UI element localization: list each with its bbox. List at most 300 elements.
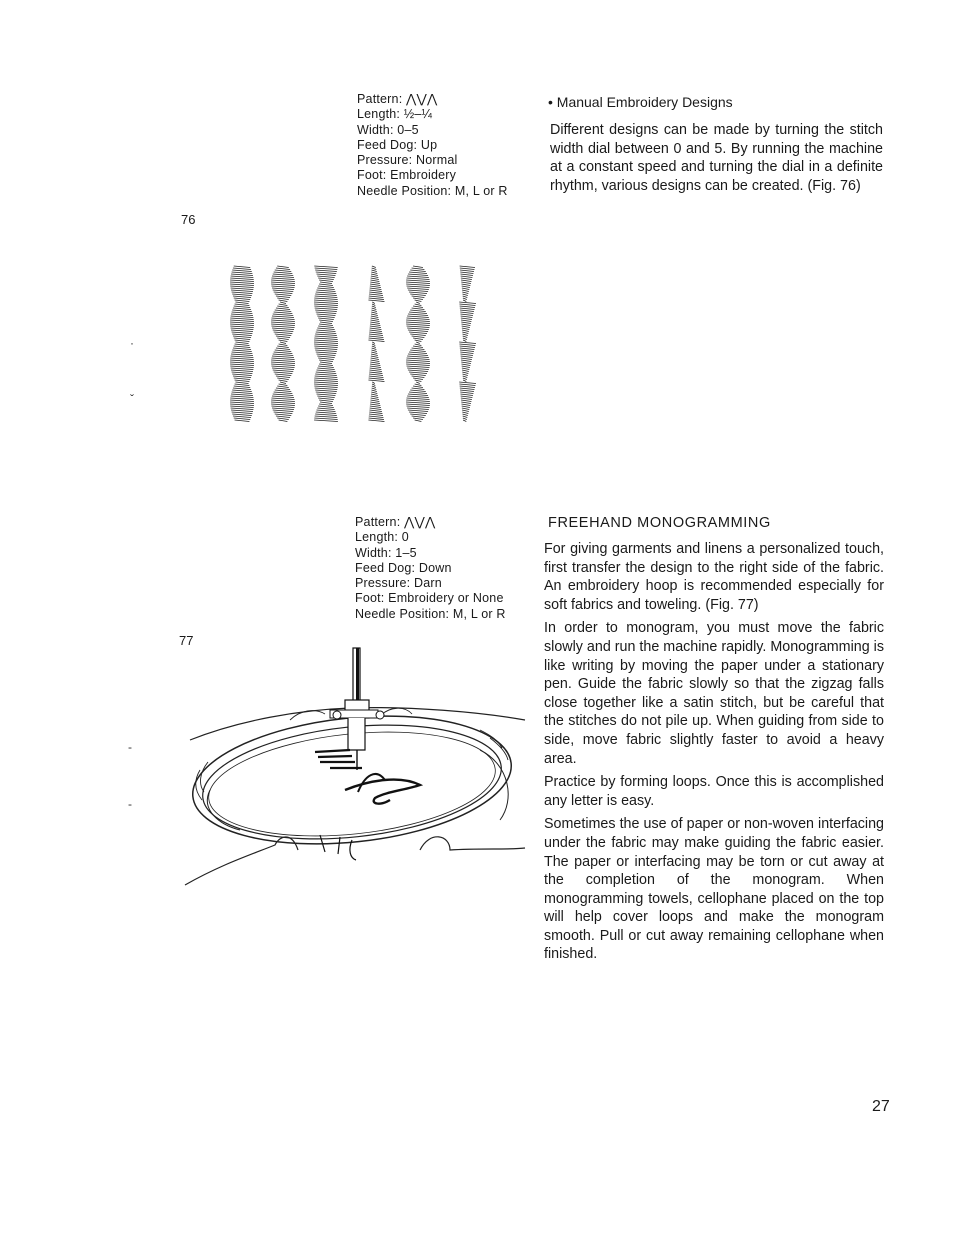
stitch-mark <box>372 302 375 304</box>
stitch-mark <box>415 384 422 386</box>
stitch-mark <box>463 418 467 420</box>
stitch-mark <box>314 382 338 384</box>
stitch-mark <box>371 350 376 352</box>
stitch-mark <box>460 314 473 316</box>
stitch-mark <box>409 292 427 294</box>
stitch-mark <box>271 326 294 328</box>
stitch-mark <box>317 328 334 330</box>
stitch-mark <box>315 334 337 336</box>
margin-mark-2: ˇ <box>130 392 134 406</box>
stitch-mark <box>460 390 474 392</box>
stitch-mark <box>314 338 337 340</box>
stitch-mark <box>462 288 470 290</box>
stitch-mark <box>230 406 253 408</box>
stitch-mark <box>272 408 294 410</box>
stitch-mark <box>233 348 251 350</box>
stitch-mark <box>271 366 294 368</box>
stitch-mark <box>316 354 335 356</box>
stitch-mark <box>320 322 332 324</box>
stitch-mark <box>461 280 471 282</box>
stitch-mark <box>272 276 294 278</box>
stitch-mark <box>235 384 250 386</box>
stitch-mark <box>462 328 470 330</box>
stitch-mark <box>318 398 334 400</box>
stitch-mark <box>372 268 377 270</box>
stitch-mark <box>369 376 384 378</box>
manual-heading: • Manual Embroidery Designs <box>548 94 733 110</box>
stitch-mark <box>371 390 376 392</box>
stitch-mark <box>316 272 336 274</box>
stitch-mark <box>368 340 384 342</box>
stitch-mark <box>234 266 251 268</box>
stitch-mark <box>460 308 475 310</box>
stitch-mark <box>410 374 426 376</box>
stitch-mark <box>463 380 466 382</box>
stitch-mark <box>406 280 430 282</box>
stitch-mark <box>317 356 334 358</box>
stitch-mark <box>369 414 383 416</box>
stitch-mark <box>416 342 420 344</box>
stitch-mark <box>230 398 253 400</box>
margin-mark-1: · <box>130 336 134 350</box>
stitch-mark <box>230 286 253 288</box>
stitch-mark <box>314 266 337 268</box>
stitch-mark <box>276 268 290 270</box>
stitch-mark <box>273 330 294 332</box>
stitch-mark <box>279 340 288 342</box>
stitch-mark <box>406 404 430 406</box>
stitch-mark <box>415 304 422 306</box>
stitch-mark <box>272 396 294 398</box>
stitch-mark <box>318 286 334 288</box>
stitch-mark <box>316 292 336 294</box>
manual-text <box>550 121 883 200</box>
stitch-mark <box>232 310 252 312</box>
stitch-mark <box>315 308 338 310</box>
stitch-mark <box>407 356 429 358</box>
stitch-mark <box>463 376 468 378</box>
stitch-mark <box>410 414 426 416</box>
stitch-mark <box>315 350 337 352</box>
stitch-mark <box>271 320 295 322</box>
stitch-mark <box>232 334 252 336</box>
stitch-mark <box>280 382 286 384</box>
stitch-mark <box>318 406 334 408</box>
stitch-mark <box>315 310 337 312</box>
stitch-mark <box>370 282 380 284</box>
fig77-setting-foot: Foot: Embroidery or None <box>355 591 504 606</box>
stitch-mark <box>371 276 379 278</box>
stitch-mark <box>315 414 337 416</box>
stitch-mark <box>372 386 376 388</box>
stitch-mark <box>460 350 474 352</box>
stitch-mark <box>369 332 382 334</box>
stitch-mark <box>275 334 292 336</box>
stitch-mark <box>370 362 380 364</box>
stitch-mark <box>407 316 429 318</box>
stitch-mark <box>460 348 475 350</box>
stitch-mark <box>274 312 293 314</box>
stitch-mark <box>234 418 251 420</box>
stitch-mark <box>372 346 376 348</box>
stitch-mark <box>315 296 338 298</box>
stitch-mark <box>463 336 468 338</box>
stitch-mark <box>271 358 294 360</box>
stitch-mark <box>314 418 337 420</box>
fig76-label: 76 <box>181 212 196 227</box>
stitch-mark <box>369 290 382 292</box>
stitch-mark <box>319 284 333 286</box>
stitch-mark <box>233 296 251 298</box>
stitch-mark <box>369 334 383 336</box>
stitch-mark <box>407 408 429 410</box>
stitch-mark <box>234 306 251 308</box>
stitch-mark <box>275 270 292 272</box>
stitch-mark <box>231 330 253 332</box>
stitch-mark <box>279 380 288 382</box>
stitch-mark <box>314 384 338 386</box>
stitch-mark <box>415 300 422 302</box>
stitch-mark <box>230 322 254 324</box>
page-number: 27 <box>872 1098 890 1115</box>
stitch-mark <box>230 326 253 328</box>
stitch-mark <box>368 420 384 422</box>
stitch-mark <box>370 328 382 330</box>
stitch-mark <box>315 270 337 272</box>
stitch-mark <box>410 294 426 296</box>
stitch-mark <box>409 332 427 334</box>
stitch-mark <box>234 378 251 380</box>
fig77-setting-length: Length: 0 <box>355 530 409 545</box>
stitch-mark <box>230 402 254 404</box>
stitch-mark <box>280 302 286 304</box>
stitch-mark <box>462 410 469 412</box>
stitch-mark <box>413 378 423 380</box>
stitch-mark <box>271 318 294 320</box>
stitch-mark <box>271 404 295 406</box>
stitch-mark <box>416 302 420 304</box>
stitch-mark <box>315 348 338 350</box>
stitch-mark <box>461 396 473 398</box>
stitch-mark <box>315 336 338 338</box>
stitch-mark <box>459 304 475 306</box>
stitch-mark <box>231 276 254 278</box>
stitch-mark <box>462 366 470 368</box>
stitch-mark <box>316 290 335 292</box>
stitch-mark <box>234 338 251 340</box>
stitch-mark <box>410 310 426 312</box>
stitch-mark <box>412 348 425 350</box>
stitch-mark <box>314 386 337 388</box>
stitch-mark <box>319 360 333 362</box>
stitch-mark <box>316 412 336 414</box>
stitch-mark <box>275 414 292 416</box>
stitch-mark <box>316 392 336 394</box>
stitch-mark <box>463 378 467 380</box>
stitch-mark <box>279 384 288 386</box>
stitch-mark <box>271 286 294 288</box>
stitch-mark <box>316 330 335 332</box>
stitch-mark <box>460 392 473 394</box>
stitch-mark <box>409 312 427 314</box>
stitch-mark <box>230 284 254 286</box>
stitch-mark <box>233 376 251 378</box>
stitch-mark <box>369 370 382 372</box>
stitch-mark <box>406 400 430 402</box>
stitch-mark <box>230 404 254 406</box>
stitch-mark <box>413 306 423 308</box>
stitch-mark <box>461 356 473 358</box>
stitch-mark <box>317 396 334 398</box>
stitch-mark <box>314 300 338 302</box>
stitch-mark <box>231 356 254 358</box>
stitch-mark <box>409 412 427 414</box>
stitch-mark <box>319 280 333 282</box>
fig77-setting-needle: Needle Position: M, L or R <box>355 606 506 621</box>
stitch-mark <box>315 390 337 392</box>
stitch-mark <box>461 402 471 404</box>
stitch-mark <box>371 358 379 360</box>
stitch-mark <box>368 380 384 382</box>
stitch-mark <box>316 332 336 334</box>
stitch-mark <box>370 360 379 362</box>
stitch-mark <box>232 412 253 414</box>
stitch-mark <box>412 336 425 338</box>
stitch-mark <box>277 386 289 388</box>
stitch-mark <box>370 400 379 402</box>
stitch-mark <box>406 366 429 368</box>
stitch-mark <box>272 288 294 290</box>
stitch-mark <box>413 338 423 340</box>
stitch-mark <box>279 304 288 306</box>
stitch-mark <box>271 402 295 404</box>
stitch-mark <box>230 278 253 280</box>
stitch-mark <box>371 316 379 318</box>
stitch-mark <box>461 276 473 278</box>
stitch-mark <box>461 362 471 364</box>
stitch-mark <box>460 394 473 396</box>
stitch-mark <box>369 292 382 294</box>
stitch-mark <box>230 324 254 326</box>
fig76-setting-foot: Foot: Embroidery <box>357 168 457 183</box>
stitch-mark <box>232 294 252 296</box>
fig77-label: 77 <box>179 633 194 648</box>
stitch-mark <box>320 402 332 404</box>
stitch-mark <box>314 302 338 304</box>
stitch-mark <box>406 402 430 404</box>
stitch-mark <box>459 342 476 344</box>
stitch-mark <box>280 342 286 344</box>
stitch-mark <box>235 302 248 304</box>
stitch-mark <box>272 316 294 318</box>
stitch-mark <box>460 270 474 272</box>
stitch-mark <box>460 268 475 270</box>
stitch-mark <box>371 396 379 398</box>
stitch-mark <box>407 396 429 398</box>
stitch-mark <box>232 270 252 272</box>
stitch-mark <box>235 342 248 344</box>
stitch-mark <box>232 390 252 392</box>
stitch-mark <box>235 380 250 382</box>
stitch-mark <box>463 338 467 340</box>
stitch-mark <box>231 408 254 410</box>
stitch-mark <box>462 332 468 334</box>
fig77-setting-width: Width: 1–5 <box>355 545 417 560</box>
fig76-stitch-illustration <box>228 262 488 432</box>
stitch-mark <box>462 408 470 410</box>
stitch-mark <box>275 374 292 376</box>
stitch-mark <box>462 412 468 414</box>
stitch-mark <box>277 266 289 268</box>
stitch-mark <box>273 290 294 292</box>
stitch-mark <box>461 320 471 322</box>
stitch-mark <box>234 298 251 300</box>
stitch-mark <box>412 388 425 390</box>
stitch-mark <box>459 384 475 386</box>
stitch-mark <box>272 368 294 370</box>
stitch-mark <box>459 382 476 384</box>
stitch-mark <box>406 362 430 364</box>
stitch-mark <box>319 400 333 402</box>
stitch-mark <box>232 312 253 314</box>
stitch-mark <box>231 370 253 372</box>
stitch-mark <box>231 328 254 330</box>
stitch-mark <box>410 270 426 272</box>
stitch-mark <box>231 288 254 290</box>
stitch-mark <box>413 346 423 348</box>
stitch-mark <box>406 286 429 288</box>
stitch-mark <box>372 266 376 268</box>
stitch-mark <box>272 328 294 330</box>
freehand-text <box>544 540 884 969</box>
stitch-mark <box>369 378 384 380</box>
stitch-mark <box>370 284 380 286</box>
stitch-mark <box>230 400 254 402</box>
stitch-mark <box>460 354 473 356</box>
stitch-mark <box>459 302 476 304</box>
stitch-mark <box>371 398 379 400</box>
stitch-mark <box>231 290 253 292</box>
stitch-mark <box>368 300 384 302</box>
stitch-mark <box>406 282 430 284</box>
stitch-mark <box>461 316 473 318</box>
stitch-mark <box>271 280 295 282</box>
stitch-mark <box>275 310 292 312</box>
stitch-mark <box>370 286 381 288</box>
stitch-mark <box>371 278 379 280</box>
stitch-mark <box>370 408 382 410</box>
stitch-mark <box>233 336 251 338</box>
stitch-mark <box>231 314 253 316</box>
fig77-settings <box>355 515 506 622</box>
stitch-mark <box>372 388 377 390</box>
stitch-mark <box>314 342 338 344</box>
stitch-mark <box>277 338 289 340</box>
stitch-mark <box>235 382 248 384</box>
stitch-mark <box>462 286 470 288</box>
stitch-mark <box>274 412 293 414</box>
stitch-mark <box>463 416 468 418</box>
stitch-mark <box>314 420 338 422</box>
stitch-mark <box>462 290 469 292</box>
stitch-mark <box>371 310 376 312</box>
stitch-mark <box>462 294 467 296</box>
stitch-mark <box>318 358 334 360</box>
stitch-mark <box>371 274 378 276</box>
freehand-paragraph-1: For giving garments and linens a personalized touch, first transfer the design to the right side of the fabric. An embroidery hoop is recommended especially for soft fabrics and toweling. (Fig. 77) <box>544 541 884 613</box>
stitch-mark <box>406 364 430 366</box>
stitch-mark <box>277 298 289 300</box>
stitch-mark <box>314 306 337 308</box>
stitch-mark <box>271 400 295 402</box>
stitch-mark <box>406 324 430 326</box>
stitch-mark <box>274 352 293 354</box>
stitch-mark <box>408 290 428 292</box>
stitch-mark <box>273 354 294 356</box>
fig77-setting-pattern: Pattern: ⋀⋁⋀ <box>355 515 436 529</box>
stitch-mark <box>371 270 376 272</box>
fig76-setting-pattern: Pattern: ⋀⋁⋀ <box>357 92 438 106</box>
stitch-mark <box>233 388 251 390</box>
stitch-mark <box>413 266 423 268</box>
stitch-mark <box>316 274 335 276</box>
stitch-mark <box>274 372 293 374</box>
stitch-mark <box>463 420 466 422</box>
stitch-mark <box>407 276 429 278</box>
stitch-mark <box>232 352 253 354</box>
stitch-mark <box>459 344 475 346</box>
stitch-mark <box>276 376 290 378</box>
stitch-mark <box>316 394 335 396</box>
stitch-mark <box>232 374 252 376</box>
stitch-mark <box>273 370 294 372</box>
stitch-mark <box>369 330 382 332</box>
manual-paragraph: Different designs can be made by turning the stitch width dial between 0 and 5. By running the machine at a constant speed and turning the dial in a definite rhythm, various designs can be created. (Fig. 76) <box>550 122 883 194</box>
stitch-mark <box>408 354 428 356</box>
fig76-setting-needle: Needle Position: M, L or R <box>357 183 508 198</box>
stitch-mark <box>460 266 475 268</box>
stitch-mark <box>372 304 375 306</box>
stitch-mark <box>460 352 473 354</box>
stitch-mark <box>314 344 338 346</box>
stitch-mark <box>320 362 332 364</box>
stitch-mark <box>231 368 254 370</box>
stitch-mark <box>271 324 295 326</box>
stitch-mark <box>271 282 295 284</box>
stitch-mark <box>316 372 336 374</box>
stitch-mark <box>408 370 428 372</box>
stitch-mark <box>277 378 289 380</box>
stitch-mark <box>412 296 425 298</box>
stitch-mark <box>369 372 382 374</box>
stitch-mark <box>317 408 334 410</box>
stitch-mark <box>461 404 470 406</box>
stitch-mark <box>369 410 382 412</box>
stitch-mark <box>369 338 384 340</box>
stitch-mark <box>316 370 335 372</box>
stitch-mark <box>271 406 294 408</box>
stitch-mark <box>318 318 334 320</box>
stitch-mark <box>231 396 254 398</box>
stitch-mark <box>371 314 378 316</box>
fig77-setting-pressure: Pressure: Darn <box>355 576 442 591</box>
stitch-mark <box>462 330 469 332</box>
stitch-mark <box>460 272 473 274</box>
stitch-mark <box>275 350 292 352</box>
stitch-mark <box>276 348 290 350</box>
stitch-mark <box>461 282 471 284</box>
fig76-setting-width: Width: 0–5 <box>357 122 419 137</box>
